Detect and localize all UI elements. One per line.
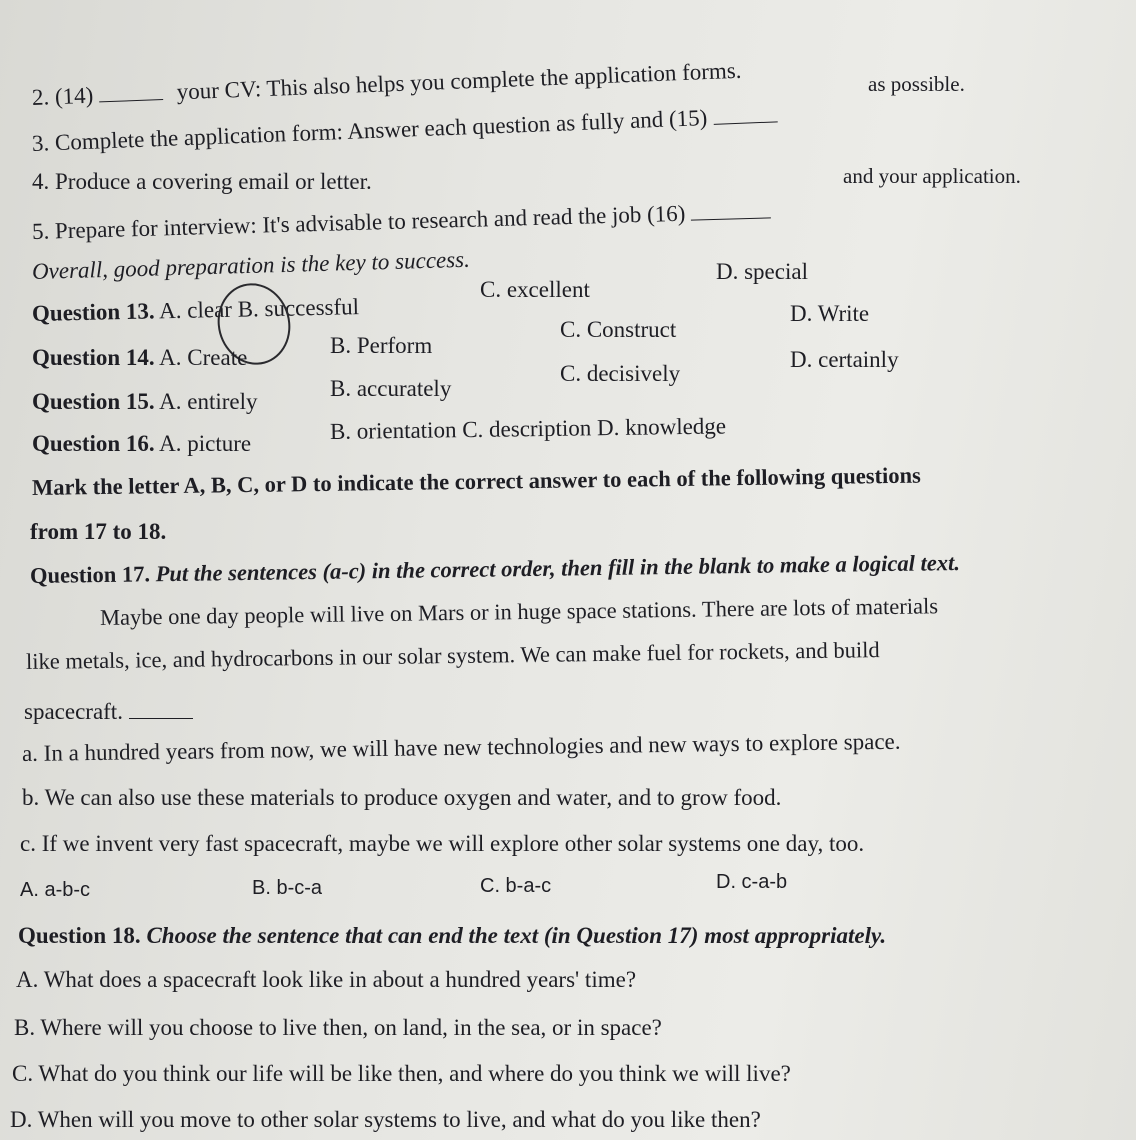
q17-label: Question 17. [29,561,151,588]
q17-option-c-wrap [480,872,551,900]
q13-option-a[interactable]: A. clear [158,296,233,324]
q18-option-d[interactable]: D. When will you move to other solar systems to live, and what do you like then? [10,1107,761,1132]
q17-sentence-c [20,830,864,858]
instruction-text-2: from 17 to 18. [30,519,167,544]
q14-d-wrap [790,300,869,328]
q13-d-wrap [716,258,808,286]
q18-option-c[interactable]: C. What do you think our life will be like then, and where do you think we will live? [12,1061,791,1086]
q14-b-wrap [330,332,432,360]
blank-15[interactable] [713,103,778,124]
q13-option-c[interactable]: C. excellent [480,277,590,302]
q17-sentence-a [22,728,901,768]
q15-b-wrap [330,375,451,403]
q13-option-d[interactable]: D. special [716,259,808,284]
q17-option-b[interactable]: B. b-c-a [252,877,323,899]
q16-option-d[interactable]: D. knowledge [596,413,727,441]
overall-text: Overall, good preparation is the key to success. [31,246,471,284]
instruction-text-1: Mark the letter A, B, C, or D to indicate the correct answer to each of the following questions [31,462,921,500]
q18-label: Question 18. [18,923,141,948]
q17-heading [30,549,960,590]
q13-label: Question 13. [31,298,155,326]
step2-end [868,70,965,98]
q17-option-b-wrap [252,874,322,902]
step2-text: your CV: This also helps you complete the application forms. [176,57,742,105]
q17-prompt: Put the sentences (a-c) in the correct order, then fill in the blank to make a logical text. [155,550,961,587]
step2-number: 2. (14) [31,82,94,110]
q17-paragraph-1 [100,592,938,632]
q16-bcd-wrap [330,412,726,446]
q17-paragraph-3 [24,698,193,726]
q14-label: Question 14. [32,345,155,370]
q18-option-a[interactable]: A. What does a spacecraft look like in about a hundred years' time? [16,967,637,992]
q18-option-c-wrap [12,1060,791,1088]
step5-line [32,197,772,246]
q15-option-a[interactable]: A. entirely [159,389,258,414]
q15-c-wrap [560,360,680,388]
q16-option-b[interactable]: B. orientation [329,417,457,444]
q14-option-d[interactable]: D. Write [790,301,870,326]
q14-option-b[interactable]: B. Perform [330,333,433,358]
q13-option-b[interactable]: B. successful [237,294,360,322]
q18-prompt: Choose the sentence that can end the text (in Question 17) most appropriately. [146,923,887,948]
q16-option-a[interactable]: A. picture [159,431,252,456]
q14-row [32,344,247,372]
q17-option-a[interactable]: A. a-b-c [20,879,91,901]
q17-paragraph-2 [26,636,880,676]
step4-line [32,168,372,196]
step4-text: 4. Produce a covering email or letter. [32,169,372,194]
step2-as-possible: as possible. [868,72,965,96]
q13-row [32,293,360,328]
instruction-line-1 [32,462,921,502]
q15-label: Question 15. [32,389,155,414]
blank-16[interactable] [691,199,771,220]
q17-option-c[interactable]: C. b-a-c [480,875,552,897]
q15-option-c[interactable]: C. decisively [560,361,681,386]
step4-application: and your application. [843,164,1021,188]
q17-sentence-b [22,784,781,812]
step3-line [31,101,777,158]
q18-option-b[interactable]: B. Where will you choose to live then, on land, in the sea, or in space? [14,1015,662,1040]
step4-end [843,162,1021,190]
q17-option-d-wrap [716,868,787,896]
q18-option-a-wrap [16,966,636,994]
step3-text: 3. Complete the application form: Answer each question [31,111,551,156]
q17-option-d[interactable]: D. c-a-b [716,871,788,893]
q13-c-wrap [480,276,590,304]
q14-option-c[interactable]: C. Construct [560,317,677,342]
q18-option-d-wrap [10,1106,761,1134]
overall-line [32,246,471,286]
q18-heading [18,922,886,950]
q15-option-b[interactable]: B. accurately [330,376,452,401]
q17-option-a-wrap [20,876,90,904]
q17-c: c. If we invent very fast spacecraft, maybe we will explore other solar systems one day, too. [20,831,865,856]
q15-d-wrap [790,346,899,374]
q16-label: Question 16. [32,431,155,456]
blank-14[interactable] [99,81,164,102]
step2-line [31,57,741,112]
q17-a: a. In a hundred years from now, we will have new technologies and new ways to explore space. [21,728,901,766]
q14-option-a[interactable]: A. Create [159,345,248,370]
q18-option-b-wrap [14,1014,662,1042]
q17-p1: Maybe one day people will live on Mars or in huge space stations. There are lots of materials [99,593,939,630]
q17-b: b. We can also use these materials to produce oxygen and water, and to grow food. [22,785,782,810]
instruction-line-2 [30,518,166,546]
step5-text: 5. Prepare for interview: It's advisable to research and read the job (16) [31,200,686,244]
q16-option-c[interactable]: C. description [462,415,592,443]
q17-p2: like metals, ice, and hydrocarbons in our solar system. We can make fuel for rockets, and build [25,637,880,674]
q15-option-d[interactable]: D. certainly [790,347,899,372]
step3-text-2: as fully and (15) [555,105,708,136]
q16-row [32,430,251,458]
q15-row [32,388,258,416]
blank-17[interactable] [129,700,193,719]
q17-p3: spacecraft. [24,699,123,724]
q14-c-wrap [560,316,676,344]
